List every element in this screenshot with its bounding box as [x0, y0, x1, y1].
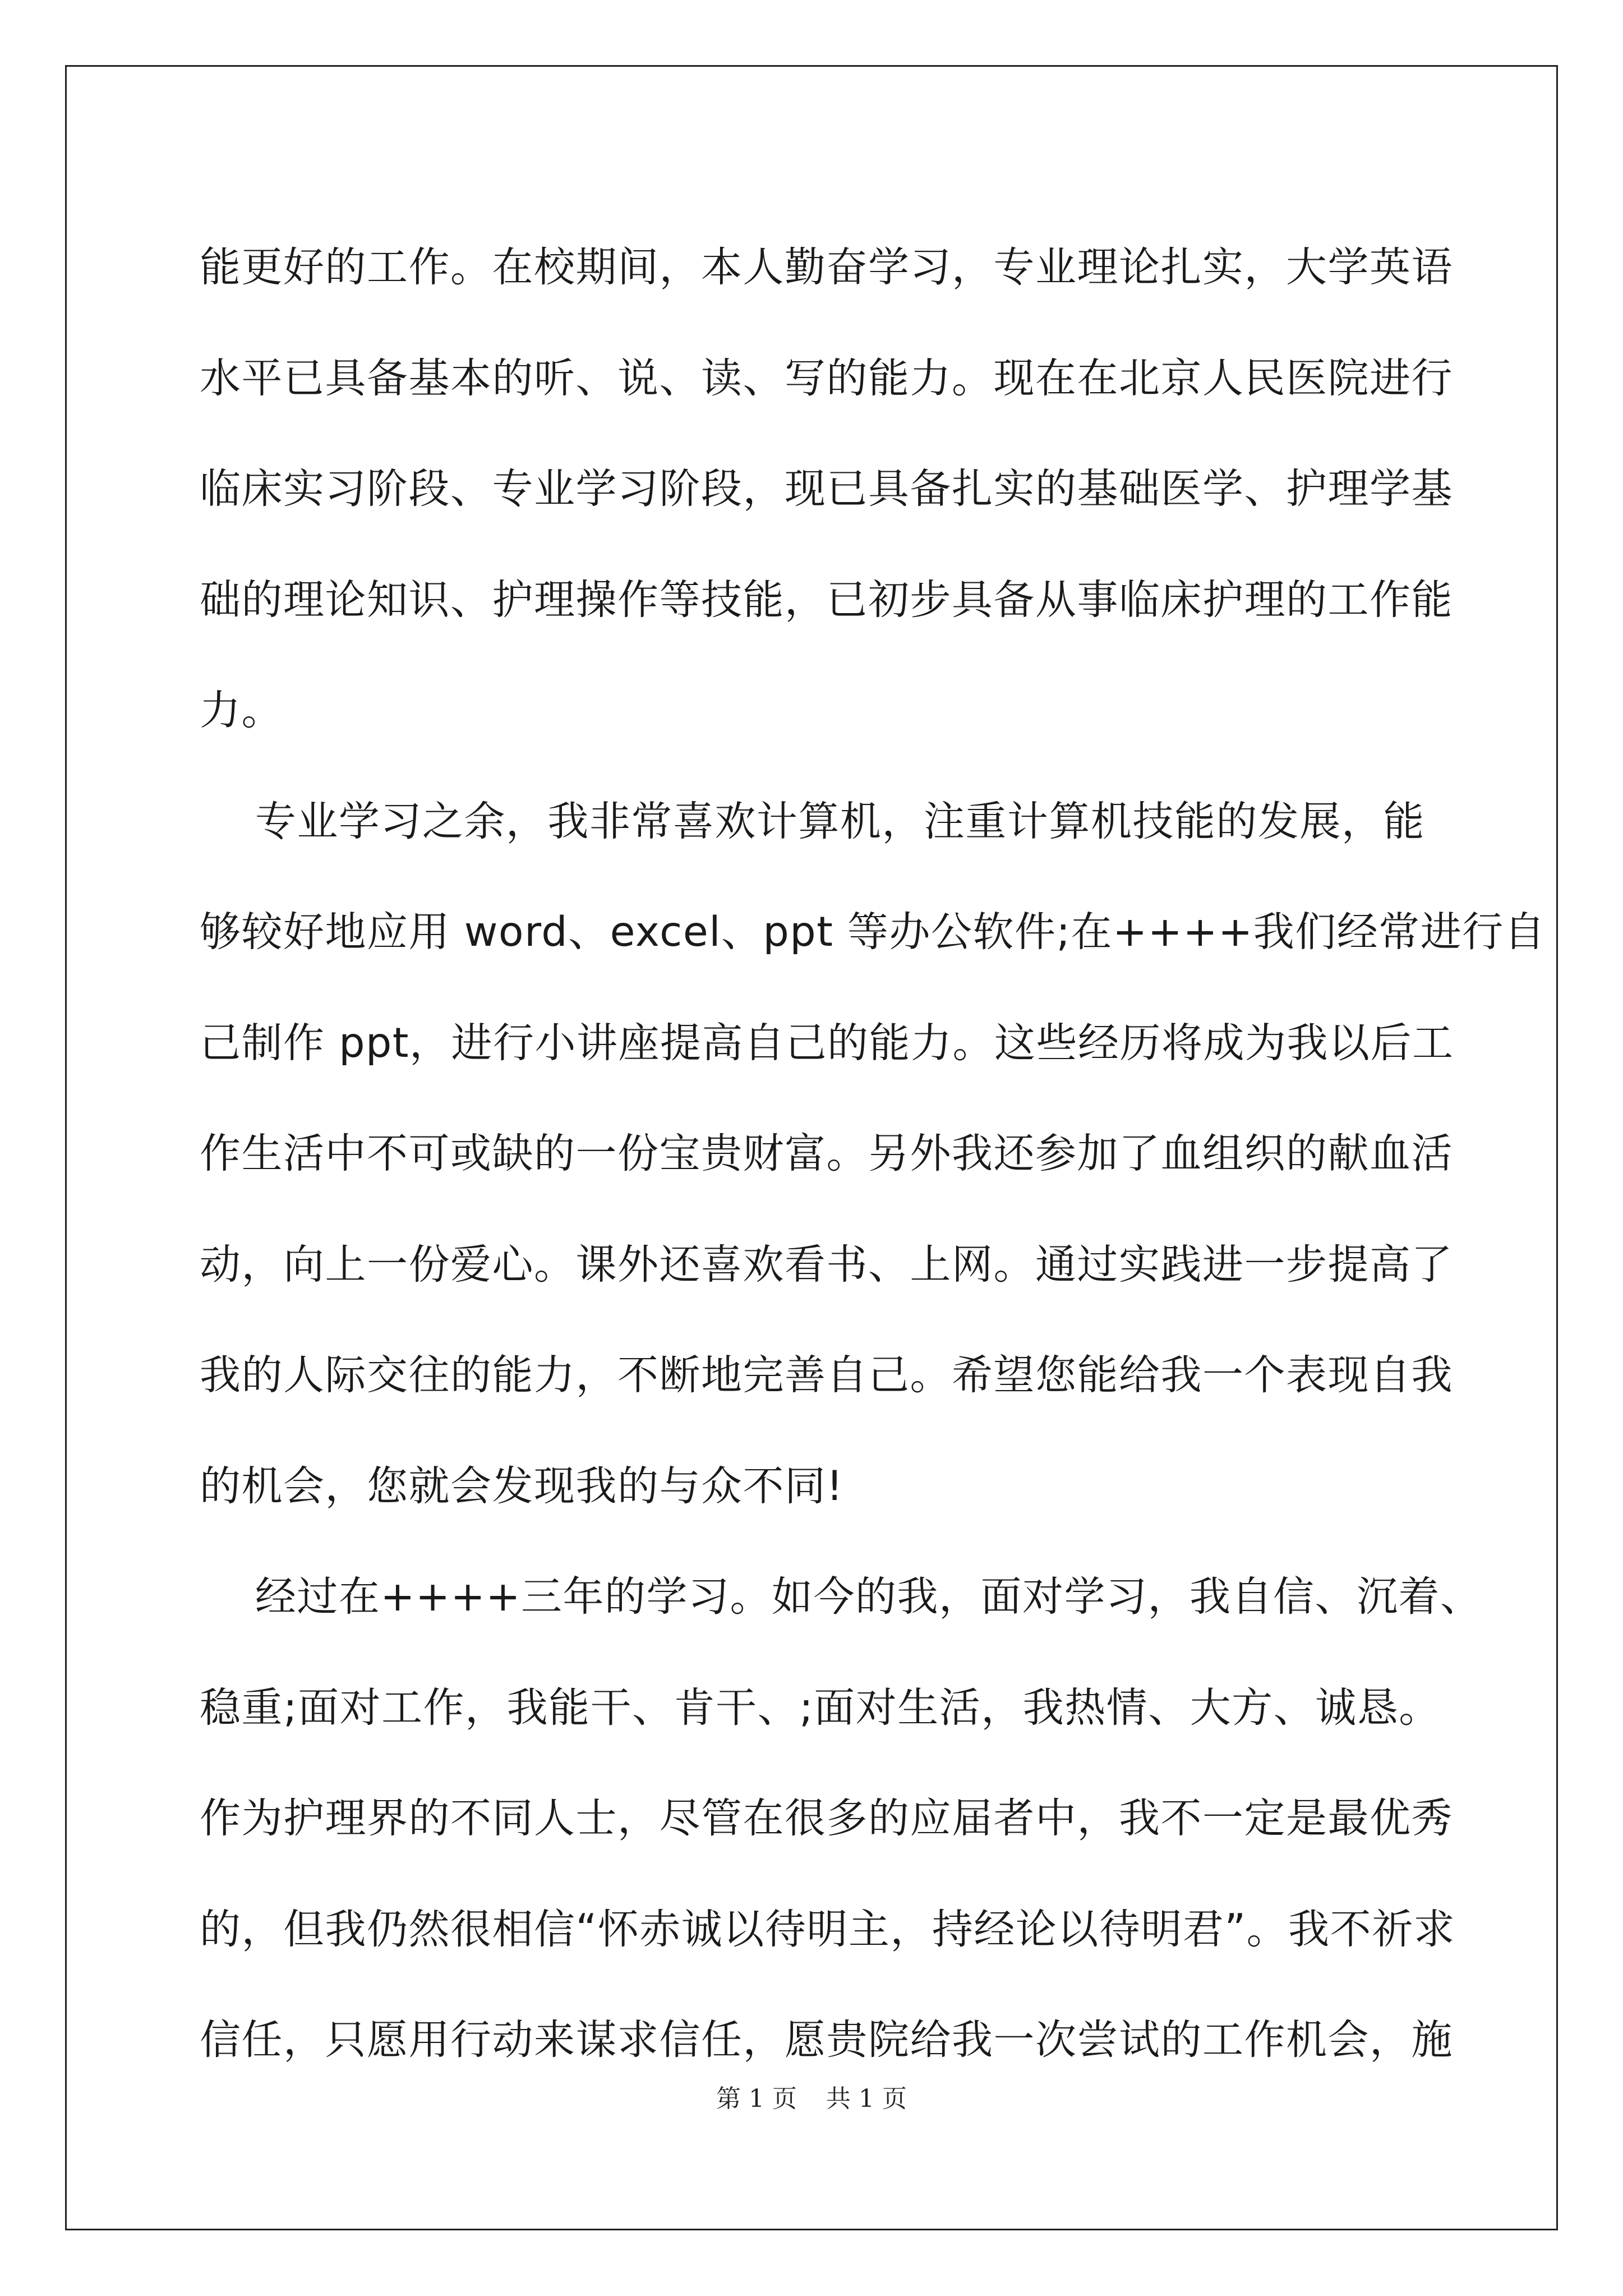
text-line: 水平已具备基本的听、说、读、写的能力。现在在北京人民医院进行 [200, 354, 1453, 402]
text-line: 力。 [200, 687, 283, 734]
text-line: 动，向上一份爱心。课外还喜欢看书、上网。通过实践进一步提高了 [200, 1240, 1453, 1289]
text-line: 能更好的工作。在校期间，本人勤奋学习，专业理论扎实，大学英语 [200, 243, 1453, 291]
text-line: 专业学习之余，我非常喜欢计算机，注重计算机技能的发展，能 [200, 797, 1425, 845]
page-number-current: 第 1 页 [716, 2085, 797, 2113]
text-line: 作为护理界的不同人士，尽管在很多的应届者中，我不一定是最优秀 [200, 1795, 1453, 1842]
text-line: 作生活中不可或缺的一份宝贵财富。另外我还参加了血组织的献血活 [200, 1130, 1453, 1177]
text-line: 己制作 ppt，进行小讲座提高自己的能力。这些经历将成为我以后工 [200, 1019, 1454, 1067]
page-footer [0, 2082, 1623, 2116]
text-line: 的机会，您就会发现我的与众不同! [200, 1462, 844, 1510]
text-line: 经过在++++三年的学习。如今的我，面对学习，我自信、沉着、 [200, 1573, 1482, 1621]
text-line: 够较好地应用 word、excel、ppt 等办公软件;在++++我们经常进行自 [200, 908, 1546, 956]
text-line: 础的理论知识、护理操作等技能，已初步具备从事临床护理的工作能 [200, 576, 1453, 624]
text-line: 临床实习阶段、专业学习阶段，现已具备扎实的基础医学、护理学基 [200, 465, 1453, 513]
text-line: 的，但我仍然很相信“怀赤诚以待明主，持经论以待明君”。我不祈求 [200, 1905, 1456, 1953]
document-body [200, 212, 1546, 2096]
text-line: 信任，只愿用行动来谋求信任，愿贵院给我一次尝试的工作机会，施 [200, 2016, 1453, 2064]
text-line: 稳重;面对工作，我能干、肯干、;面对生活，我热情、大方、诚恳。 [200, 1683, 1441, 1732]
page-number-total: 共 1 页 [826, 2085, 907, 2113]
text-line: 我的人际交往的能力，不断地完善自己。希望您能给我一个表现自我 [200, 1351, 1453, 1399]
